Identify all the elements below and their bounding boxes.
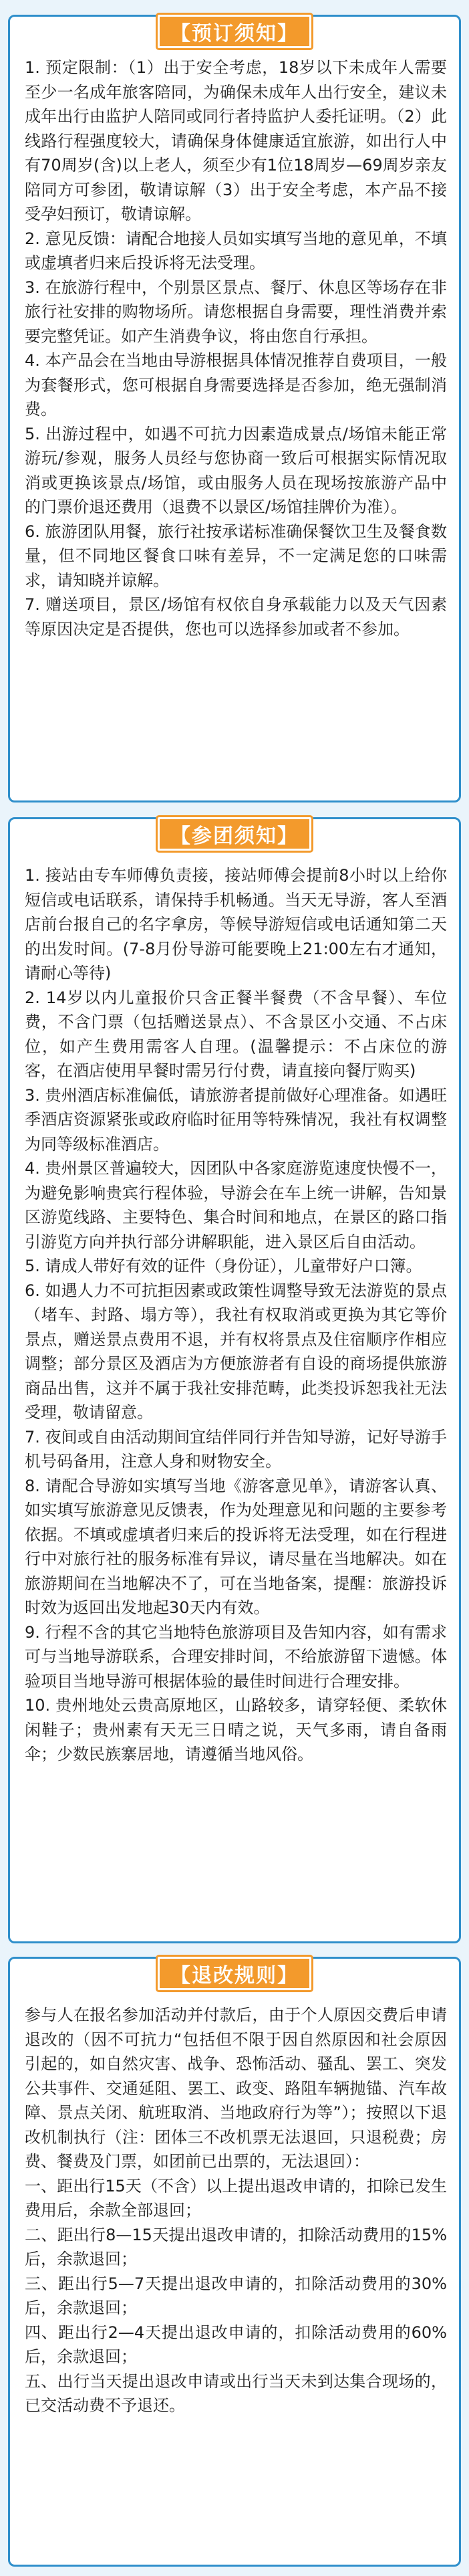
- booking-notice-section: [8, 15, 461, 802]
- tour-notice-item-4: 4. 贵州景区普遍较大，因团队中各家庭游览速度快慢不一，为避免影响贵宾行程体验，导游会在车上统一讲解，告知景区游览线路、主要特色、集合时间和地点，在景区的路口指引游览方向并执行部分讲解职能，进入景区后自由活动。: [25, 1159, 447, 1251]
- booking-notice-item-5: 5. 出游过程中，如遇不可抗力因素造成景点/场馆未能正常游玩/参观，服务人员经与您协商一致后可根据实际情况取消或更换该景点/场馆，或由服务人员在现场按旅游产品中的门票价退还费用（退费不以景区/场馆挂牌价为准）。: [25, 424, 447, 516]
- refund-rules-section: [8, 1957, 461, 2567]
- refund-rules-content: [25, 2003, 447, 2418]
- tour-notice-item-8: 8. 请配合导游如实填写当地《游客意见单》，请游客认真、如实填写旅游意见反馈表，作为处理意见和问题的主要参考依据。不填或虚填者归来后的投诉将无法受理，如在行程进行中对旅行社的服务标准有异议，请尽量在当地解决。如在旅游期间在当地解决不了，可在当地备案，提醒：旅游投诉时效为返回出发地起30天内有效。: [25, 1476, 447, 1617]
- tour-notice-title: 【参团须知】: [158, 817, 311, 851]
- refund-rules-title: 【退改规则】: [158, 1957, 311, 1990]
- tour-notice-section: [8, 817, 461, 1943]
- booking-notice-item-7: 7. 赠送项目，景区/场馆有权依自身承载能力以及天气因素等原因决定是否提供，您也可以选择参加或者不参加。: [25, 595, 447, 639]
- tour-notice-content: [25, 863, 447, 1767]
- refund-rules-item-2: 二、距出行8—15天提出退改申请的，扣除活动费用的15%后，余款退回；: [25, 2225, 447, 2268]
- refund-rules-item-3: 三、距出行5—7天提出退改申请的，扣除活动费用的30%后，余款退回；: [25, 2274, 447, 2317]
- booking-notice-item-1: 1. 预定限制：（1）出于安全考虑，18岁以下未成年人需要至少一名成年旅客陪同，为确保未成年人出行安全，建议未成年出行由监护人陪同或同行者持监护人委托证明。（2）此线路行程强度较大，请确保身体健康适宜旅游，如出行人中有70周岁(含)以上老人，须至少有1位18周岁—69周岁亲友陪同方可参团，敬请谅解（3）出于安全考虑，本产品不接受孕妇预订，敬请谅解。: [25, 58, 447, 223]
- booking-notice-content: [25, 56, 447, 641]
- booking-notice-item-3: 3. 在旅游行程中，个别景区景点、餐厅、休息区等场存在非旅行社安排的购物场所。请您根据自身需要，理性消费并索要完整凭证。如产生消费争议，将由您自行承担。: [25, 278, 447, 346]
- booking-notice-item-4: 4. 本产品会在当地由导游根据具体情况推荐自费项目，一般为套餐形式，您可根据自身需要选择是否参加，绝无强制消费。: [25, 351, 447, 419]
- booking-notice-item-2: 2. 意见反馈：请配合地接人员如实填写当地的意见单，不填或虚填者归来后投诉将无法受理。: [25, 229, 447, 272]
- tour-notice-item-9: 9. 行程不含的其它当地特色旅游项目及告知内容，如有需求可与当地导游联系，合理安排时间，不给旅游留下遗憾。体验项目当地导游可根据体验的最佳时间进行合理安排。: [25, 1622, 447, 1691]
- refund-rules-item-1: 一、距出行15天（不含）以上提出退改申请的，扣除已发生费用后，余款全部退回；: [25, 2176, 447, 2220]
- tour-notice-item-3: 3. 贵州酒店标准偏低，请旅游者提前做好心理准备。如遇旺季酒店资源紧张或政府临时征用等特殊情况，我社有权调整为同等级标准酒店。: [25, 1085, 447, 1154]
- booking-notice-item-6: 6. 旅游团队用餐，旅行社按承诺标准确保餐饮卫生及餐食数量，但不同地区餐食口味有差异，不一定满足您的口味需求，请知晓并谅解。: [25, 522, 447, 590]
- tour-notice-item-6: 6. 如遇人力不可抗拒因素或政策性调整导致无法游览的景点（堵车、封路、塌方等），我社有权取消或更换为其它等价景点，赠送景点费用不退，并有权将景点及住宿顺序作相应调整；部分景区及酒店为方便旅游者有自设的商场提供旅游商品出售，这并不属于我社安排范畴，此类投诉恕我社无法受理，敬请留意。: [25, 1281, 447, 1422]
- refund-rules-item-5: 五、出行当天提出退改申请或出行当天未到达集合现场的，已交活动费不予退还。: [25, 2371, 447, 2415]
- tour-notice-item-2: 2. 14岁以内儿童报价只含正餐半餐费（不含早餐）、车位费，不含门票（包括赠送景点）、不含景区小交通、不占床位，如产生费用需客人自理。(温馨提示：不占床位的游客，在酒店使用早餐时需另行付费，请直接向餐厅购买): [25, 988, 447, 1080]
- tour-notice-item-10: 10. 贵州地处云贵高原地区，山路较多，请穿轻便、柔软休闲鞋子；贵州素有天无三日晴之说，天气多雨，请自备雨伞；少数民族寨居地，请遵循当地风俗。: [25, 1696, 447, 1763]
- refund-rules-item-4: 四、距出行2—4天提出退改申请的，扣除活动费用的60%后，余款退回；: [25, 2323, 447, 2366]
- refund-rules-intro: 参与人在报名参加活动并付款后，由于个人原因交费后申请退改的（因不可抗力“包括但不限于因自然原因和社会原因引起的，如自然灾害、战争、恐怖活动、骚乱、罢工、突发公共事件、交通延阻、罢工、政变、路阻车辆抛锚、汽车故障、景点关闭、航班取消、当地政府行为等”）；按照以下退改机制执行（注：团体三不改机票无法退回，只退税费；房费、餐费及门票，如团前已出票的，无法退回）：: [25, 2006, 447, 2171]
- tour-notice-item-1: 1. 接站由专车师傅负责接，接站师傅会提前8小时以上给你短信或电话联系，请保持手机畅通。当天无导游，客人至酒店前台报自己的名字拿房，等候导游短信或电话通知第二天的出发时间。(7-8月份导游可能要晚上21:00左右才通知，请耐心等待): [25, 866, 447, 982]
- tour-notice-item-5: 5. 请成人带好有效的证件（身份证），儿童带好户口簿。: [25, 1257, 422, 1275]
- booking-notice-title: 【预订须知】: [158, 15, 311, 48]
- tour-notice-item-7: 7. 夜间或自由活动期间宜结伴同行并告知导游，记好导游手机号码备用，注意人身和财物安全。: [25, 1427, 447, 1471]
